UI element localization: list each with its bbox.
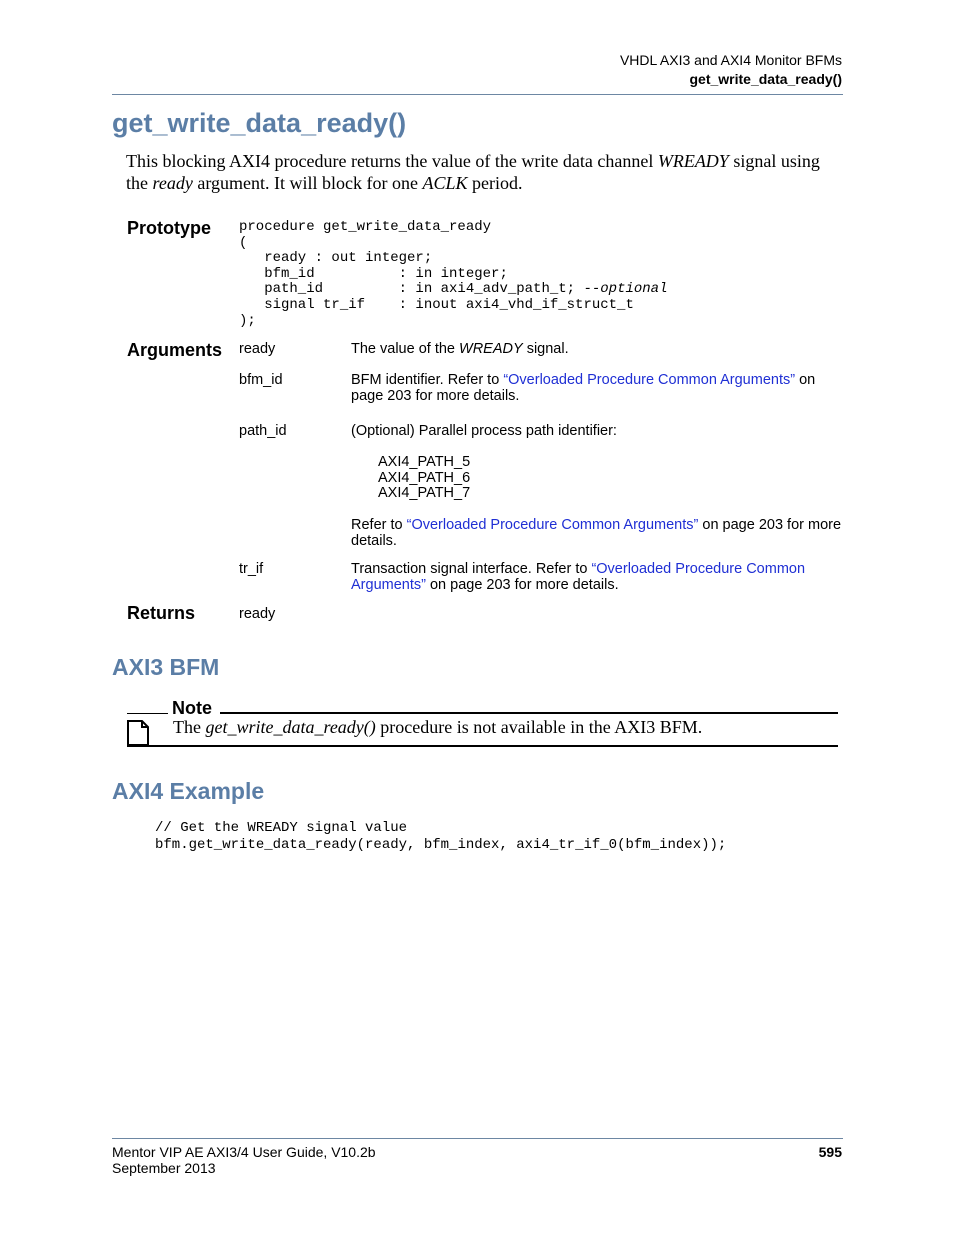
footer-rule bbox=[112, 1138, 843, 1139]
code-line: bfm.get_write_data_ready(ready, bfm_index, axi4_tr_if_0(bfm_index)); bbox=[155, 837, 727, 853]
path-value: AXI4_PATH_5 bbox=[378, 454, 471, 470]
arg-desc-bfm-id: BFM identifier. Refer to “Overloaded Procedure Common Arguments” on page 203 for more details. bbox=[351, 372, 816, 404]
footer-left bbox=[112, 1144, 376, 1176]
code-line: ( bbox=[239, 234, 248, 251]
cross-reference-link[interactable]: “Overloaded Procedure Common Arguments” bbox=[406, 517, 699, 533]
example-code bbox=[155, 820, 726, 854]
footer-date: September 2013 bbox=[112, 1160, 216, 1176]
code-line: path_id : in axi4_adv_path_t; --optional bbox=[239, 281, 668, 298]
arg-desc-path-id: (Optional) Parallel process path identifier: bbox=[351, 423, 617, 439]
path-id-values bbox=[378, 455, 470, 502]
note-title: Note bbox=[172, 698, 212, 718]
arg-name-path-id: path_id bbox=[239, 423, 287, 439]
cross-reference-link[interactable]: “Overloaded Procedure Common Arguments” bbox=[351, 561, 806, 593]
axi3-heading: AXI3 BFM bbox=[112, 654, 220, 680]
running-header-chapter: VHDL AXI3 and AXI4 Monitor BFMs bbox=[619, 52, 842, 68]
note-rule-left bbox=[127, 713, 168, 714]
optional-comment: --optional bbox=[583, 281, 668, 298]
page-title: get_write_data_ready() bbox=[112, 108, 407, 138]
code-line: // Get the WREADY signal value bbox=[155, 820, 408, 836]
code-line: ready : out integer; bbox=[239, 250, 433, 267]
returns-label: Returns bbox=[127, 603, 196, 623]
arg-name-bfm-id: bfm_id bbox=[239, 372, 283, 388]
page-number: 595 bbox=[818, 1144, 842, 1160]
note-rule-bottom bbox=[127, 745, 838, 747]
code-line: procedure get_write_data_ready bbox=[239, 219, 492, 235]
note-rule-top bbox=[220, 712, 838, 714]
arguments-label: Arguments bbox=[127, 340, 223, 360]
note-text: The get_write_data_ready() procedure is not available in the AXI3 BFM. bbox=[173, 717, 703, 737]
code-line: ); bbox=[239, 312, 256, 329]
arg-name-ready: ready bbox=[239, 341, 276, 357]
arg-desc-path-id-ref: Refer to “Overloaded Procedure Common Arguments” on page 203 for more details. bbox=[351, 517, 842, 549]
note-icon bbox=[127, 720, 149, 746]
running-header-section: get_write_data_ready() bbox=[689, 71, 842, 87]
cross-reference-link[interactable]: “Overloaded Procedure Common Arguments” bbox=[503, 372, 796, 388]
arg-name-tr-if: tr_if bbox=[239, 561, 264, 577]
header-rule bbox=[112, 94, 843, 95]
prototype-code bbox=[239, 220, 667, 329]
code-line: signal tr_if : inout axi4_vhd_if_struct_t bbox=[239, 296, 634, 313]
footer-guide: Mentor VIP AE AXI3/4 User Guide, V10.2b bbox=[112, 1144, 376, 1160]
intro-paragraph: This blocking AXI4 procedure returns the value of the write data channel WREADY signal using the ready argument. It will block for one ACLK period. bbox=[126, 151, 820, 193]
prototype-label: Prototype bbox=[127, 218, 212, 238]
axi4-heading: AXI4 Example bbox=[112, 778, 265, 804]
arg-desc-ready: The value of the WREADY signal. bbox=[351, 341, 569, 357]
returns-value: ready bbox=[239, 606, 276, 622]
path-value: AXI4_PATH_6 bbox=[378, 469, 471, 486]
arg-desc-tr-if: Transaction signal interface. Refer to “Overloaded Procedure Common Arguments” on page 203 for more details. bbox=[351, 561, 806, 593]
code-line: bfm_id : in integer; bbox=[239, 265, 508, 282]
path-value: AXI4_PATH_7 bbox=[378, 485, 471, 501]
